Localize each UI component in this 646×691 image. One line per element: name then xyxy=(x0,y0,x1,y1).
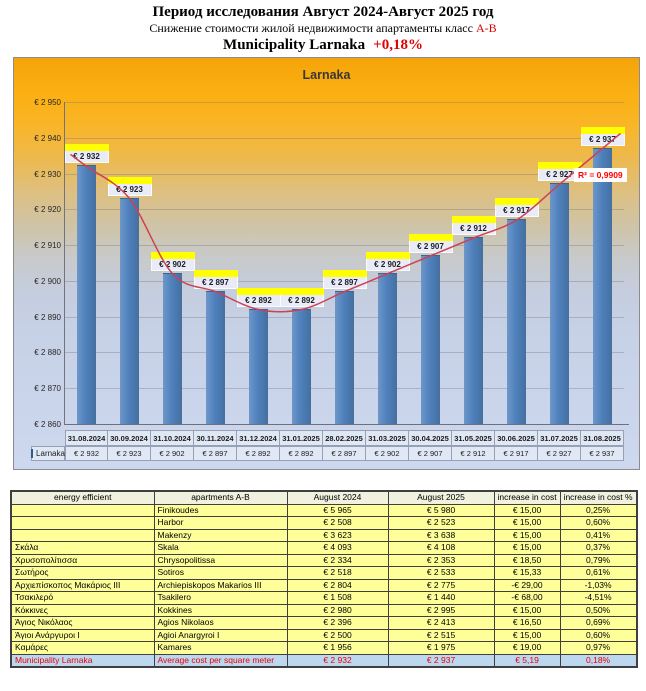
table-cell: € 15,00 xyxy=(494,517,560,530)
table-cell: € 2 995 xyxy=(388,604,494,617)
table-cell: Χρυσοπολίτισσα xyxy=(11,554,154,567)
table-cell: Kokkines xyxy=(154,604,287,617)
date-cell: 31.10.2024 xyxy=(151,430,194,446)
value-cell: € 2 923 xyxy=(108,446,151,461)
chart-larnaka xyxy=(13,57,640,470)
table-row xyxy=(11,642,637,655)
y-axis-tick-label: € 2 890 xyxy=(34,312,61,322)
table-cell: € 2 932 xyxy=(287,654,388,667)
table-cell: Archiepiskopos Makarios III xyxy=(154,579,287,592)
value-cell: € 2 902 xyxy=(151,446,194,461)
table-cell: € 19,00 xyxy=(494,642,560,655)
value-cell: € 2 892 xyxy=(237,446,280,461)
h-gridline xyxy=(65,424,624,425)
date-cell: 31.08.2024 xyxy=(65,430,108,446)
y-axis-tick-label: € 2 900 xyxy=(34,276,61,286)
date-cell: 31.03.2025 xyxy=(366,430,409,446)
label-value: € 2 897 xyxy=(194,277,238,289)
table-row xyxy=(11,529,637,542)
y-axis-tick-label: € 2 870 xyxy=(34,384,61,394)
table-cell: € 2 518 xyxy=(287,567,388,580)
date-cell: 30.09.2024 xyxy=(108,430,151,446)
table-cell: Municipality Larnaka xyxy=(11,654,154,667)
table-cell: Sotiros xyxy=(154,567,287,580)
table-cell: € 2 515 xyxy=(388,629,494,642)
table-cell: € 15,00 xyxy=(494,504,560,517)
table-cell: -€ 68,00 xyxy=(494,592,560,605)
table-row xyxy=(11,579,637,592)
report-subtitle: Снижение стоимости жилой недвижимости апартаменты класс А-В xyxy=(149,21,497,35)
table-row xyxy=(11,542,637,555)
table-cell: Average cost per square meter xyxy=(154,654,287,667)
table-cell: € 2 775 xyxy=(388,579,494,592)
table-cell: € 15,00 xyxy=(494,629,560,642)
table-cell: € 2 413 xyxy=(388,617,494,630)
y-axis-tick-label: € 2 910 xyxy=(34,241,61,251)
table-cell: € 2 523 xyxy=(388,517,494,530)
table-cell: Skala xyxy=(154,542,287,555)
date-cell: 28.02.2025 xyxy=(323,430,366,446)
table-cell xyxy=(11,504,154,517)
table-cell: € 2 937 xyxy=(388,654,494,667)
column-header: August 2025 xyxy=(388,491,494,504)
table-cell: -€ 29,00 xyxy=(494,579,560,592)
table-cell: 0,25% xyxy=(560,504,636,517)
table-cell: Harbor xyxy=(154,517,287,530)
y-axis-tick-label: € 2 860 xyxy=(34,420,61,429)
table-cell: € 2 500 xyxy=(287,629,388,642)
label-value: € 2 912 xyxy=(452,223,496,235)
districts-table xyxy=(10,490,638,668)
table-cell: € 15,33 xyxy=(494,567,560,580)
table-cell: 0,69% xyxy=(560,617,636,630)
label-value: € 2 892 xyxy=(237,295,281,307)
label-value: € 2 927 xyxy=(538,169,582,181)
table-cell: 0,37% xyxy=(560,542,636,555)
label-value: € 2 932 xyxy=(65,151,109,163)
label-value: € 2 917 xyxy=(495,205,539,217)
trendline xyxy=(65,102,624,424)
value-cell: € 2 897 xyxy=(194,446,237,461)
table-cell: 0,60% xyxy=(560,629,636,642)
table-cell: Kamares xyxy=(154,642,287,655)
column-header: increase in cost xyxy=(494,491,560,504)
table-cell: 0,97% xyxy=(560,642,636,655)
chart-plot-area xyxy=(65,102,624,424)
legend-label: Larnaka xyxy=(36,449,65,458)
table-cell: € 2 353 xyxy=(388,554,494,567)
table-cell xyxy=(11,529,154,542)
date-cell: 31.07.2025 xyxy=(538,430,581,446)
table-row xyxy=(11,629,637,642)
table-cell xyxy=(11,517,154,530)
table-cell: € 2 508 xyxy=(287,517,388,530)
y-axis-tick-label: € 2 950 xyxy=(34,98,61,107)
table-row xyxy=(11,504,637,517)
table-cell: € 2 396 xyxy=(287,617,388,630)
report-header xyxy=(0,3,646,54)
table-cell: Makenzy xyxy=(154,529,287,542)
table-cell: Agioi Anargyroi I xyxy=(154,629,287,642)
table-cell: Agios Nikolaos xyxy=(154,617,287,630)
y-axis-tick-label: € 2 930 xyxy=(34,169,61,179)
table-cell: Chrysopolitissa xyxy=(154,554,287,567)
table-cell: € 15,00 xyxy=(494,542,560,555)
table-cell: -1,03% xyxy=(560,579,636,592)
column-header: August 2024 xyxy=(287,491,388,504)
table-cell: Σωτήρος xyxy=(11,567,154,580)
value-cell: € 2 907 xyxy=(409,446,452,461)
table-cell: Finikoudes xyxy=(154,504,287,517)
value-cell: € 2 912 xyxy=(452,446,495,461)
table-cell: € 3 623 xyxy=(287,529,388,542)
table-row xyxy=(11,517,637,530)
label-value: € 2 902 xyxy=(151,259,195,271)
legend-swatch-larnaka xyxy=(31,449,33,458)
table-cell: € 5 980 xyxy=(388,504,494,517)
table-cell: -4,51% xyxy=(560,592,636,605)
table-cell: € 1 440 xyxy=(388,592,494,605)
apartment-class-highlight: А-В xyxy=(475,21,497,35)
table-cell: € 2 533 xyxy=(388,567,494,580)
percent-change: +0,18% xyxy=(373,37,423,53)
value-cell: € 2 927 xyxy=(538,446,581,461)
table-row xyxy=(11,567,637,580)
table-cell: 0,60% xyxy=(560,517,636,530)
label-value: € 2 902 xyxy=(366,259,410,271)
table-cell: Κόκκινες xyxy=(11,604,154,617)
label-value: € 2 907 xyxy=(409,241,453,253)
value-cell: € 2 897 xyxy=(323,446,366,461)
date-cell: 30.04.2025 xyxy=(409,430,452,446)
column-header: increase in cost % xyxy=(560,491,636,504)
value-cell: € 2 937 xyxy=(581,446,624,461)
chart-legend xyxy=(31,446,65,461)
report-title: Период исследования Август 2024-Август 2025 год xyxy=(152,4,494,20)
table-cell: € 15,00 xyxy=(494,529,560,542)
table-cell: € 16,50 xyxy=(494,617,560,630)
column-header: apartments A-B xyxy=(154,491,287,504)
table-cell: 0,18% xyxy=(560,654,636,667)
table-cell: Τσακιλερό xyxy=(11,592,154,605)
table-cell: 0,61% xyxy=(560,567,636,580)
table-cell: Tsakilero xyxy=(154,592,287,605)
table-header-row xyxy=(11,491,637,504)
table-cell: Καμάρες xyxy=(11,642,154,655)
table-cell: € 2 804 xyxy=(287,579,388,592)
table-cell: € 3 638 xyxy=(388,529,494,542)
label-value: € 2 892 xyxy=(280,295,324,307)
date-cell: 30.06.2025 xyxy=(495,430,538,446)
label-value: € 2 937 xyxy=(581,134,625,146)
value-cell: € 2 917 xyxy=(495,446,538,461)
table-cell: Σκάλα xyxy=(11,542,154,555)
table-cell: Άγιοι Ανάργυροι I xyxy=(11,629,154,642)
date-cell: 31.12.2024 xyxy=(237,430,280,446)
table-cell: € 4 093 xyxy=(287,542,388,555)
column-header: energy efficient xyxy=(11,491,154,504)
value-cell: € 2 892 xyxy=(280,446,323,461)
table-cell: € 4 108 xyxy=(388,542,494,555)
y-axis-tick-label: € 2 880 xyxy=(34,348,61,358)
table-cell: € 15,00 xyxy=(494,604,560,617)
table-cell: 0,79% xyxy=(560,554,636,567)
table-row xyxy=(11,554,637,567)
label-value: € 2 897 xyxy=(323,277,367,289)
table-cell: € 18,50 xyxy=(494,554,560,567)
date-cell: 30.11.2024 xyxy=(194,430,237,446)
date-cell: 31.05.2025 xyxy=(452,430,495,446)
table-row xyxy=(11,617,637,630)
table-cell: Άγιος Νικόλαος xyxy=(11,617,154,630)
y-axis-tick-label: € 2 940 xyxy=(34,133,61,143)
table-cell: € 1 975 xyxy=(388,642,494,655)
table-row xyxy=(11,604,637,617)
table-cell: € 2 334 xyxy=(287,554,388,567)
table-cell: € 1 508 xyxy=(287,592,388,605)
municipality-line: Municipality Larnaka +0,18% xyxy=(223,37,423,53)
label-value: € 2 923 xyxy=(108,184,152,196)
table-cell: 0,50% xyxy=(560,604,636,617)
table-cell: € 2 980 xyxy=(287,604,388,617)
value-cell: € 2 902 xyxy=(366,446,409,461)
trendline-r2-label: R² = 0,9909 xyxy=(574,168,627,182)
y-axis-tick-label: € 2 920 xyxy=(34,205,61,215)
date-cell: 31.01.2025 xyxy=(280,430,323,446)
table-row xyxy=(11,592,637,605)
table-cell: € 5,19 xyxy=(494,654,560,667)
table-cell: 0,41% xyxy=(560,529,636,542)
table-cell: € 1 956 xyxy=(287,642,388,655)
table-total-row xyxy=(11,654,637,667)
chart-title: Larnaka xyxy=(302,68,351,82)
date-cell: 31.08.2025 xyxy=(581,430,624,446)
value-cell: € 2 932 xyxy=(65,446,108,461)
table-cell: € 5 965 xyxy=(287,504,388,517)
table-cell: Αρχιεπίσκοπος Μακάριος III xyxy=(11,579,154,592)
